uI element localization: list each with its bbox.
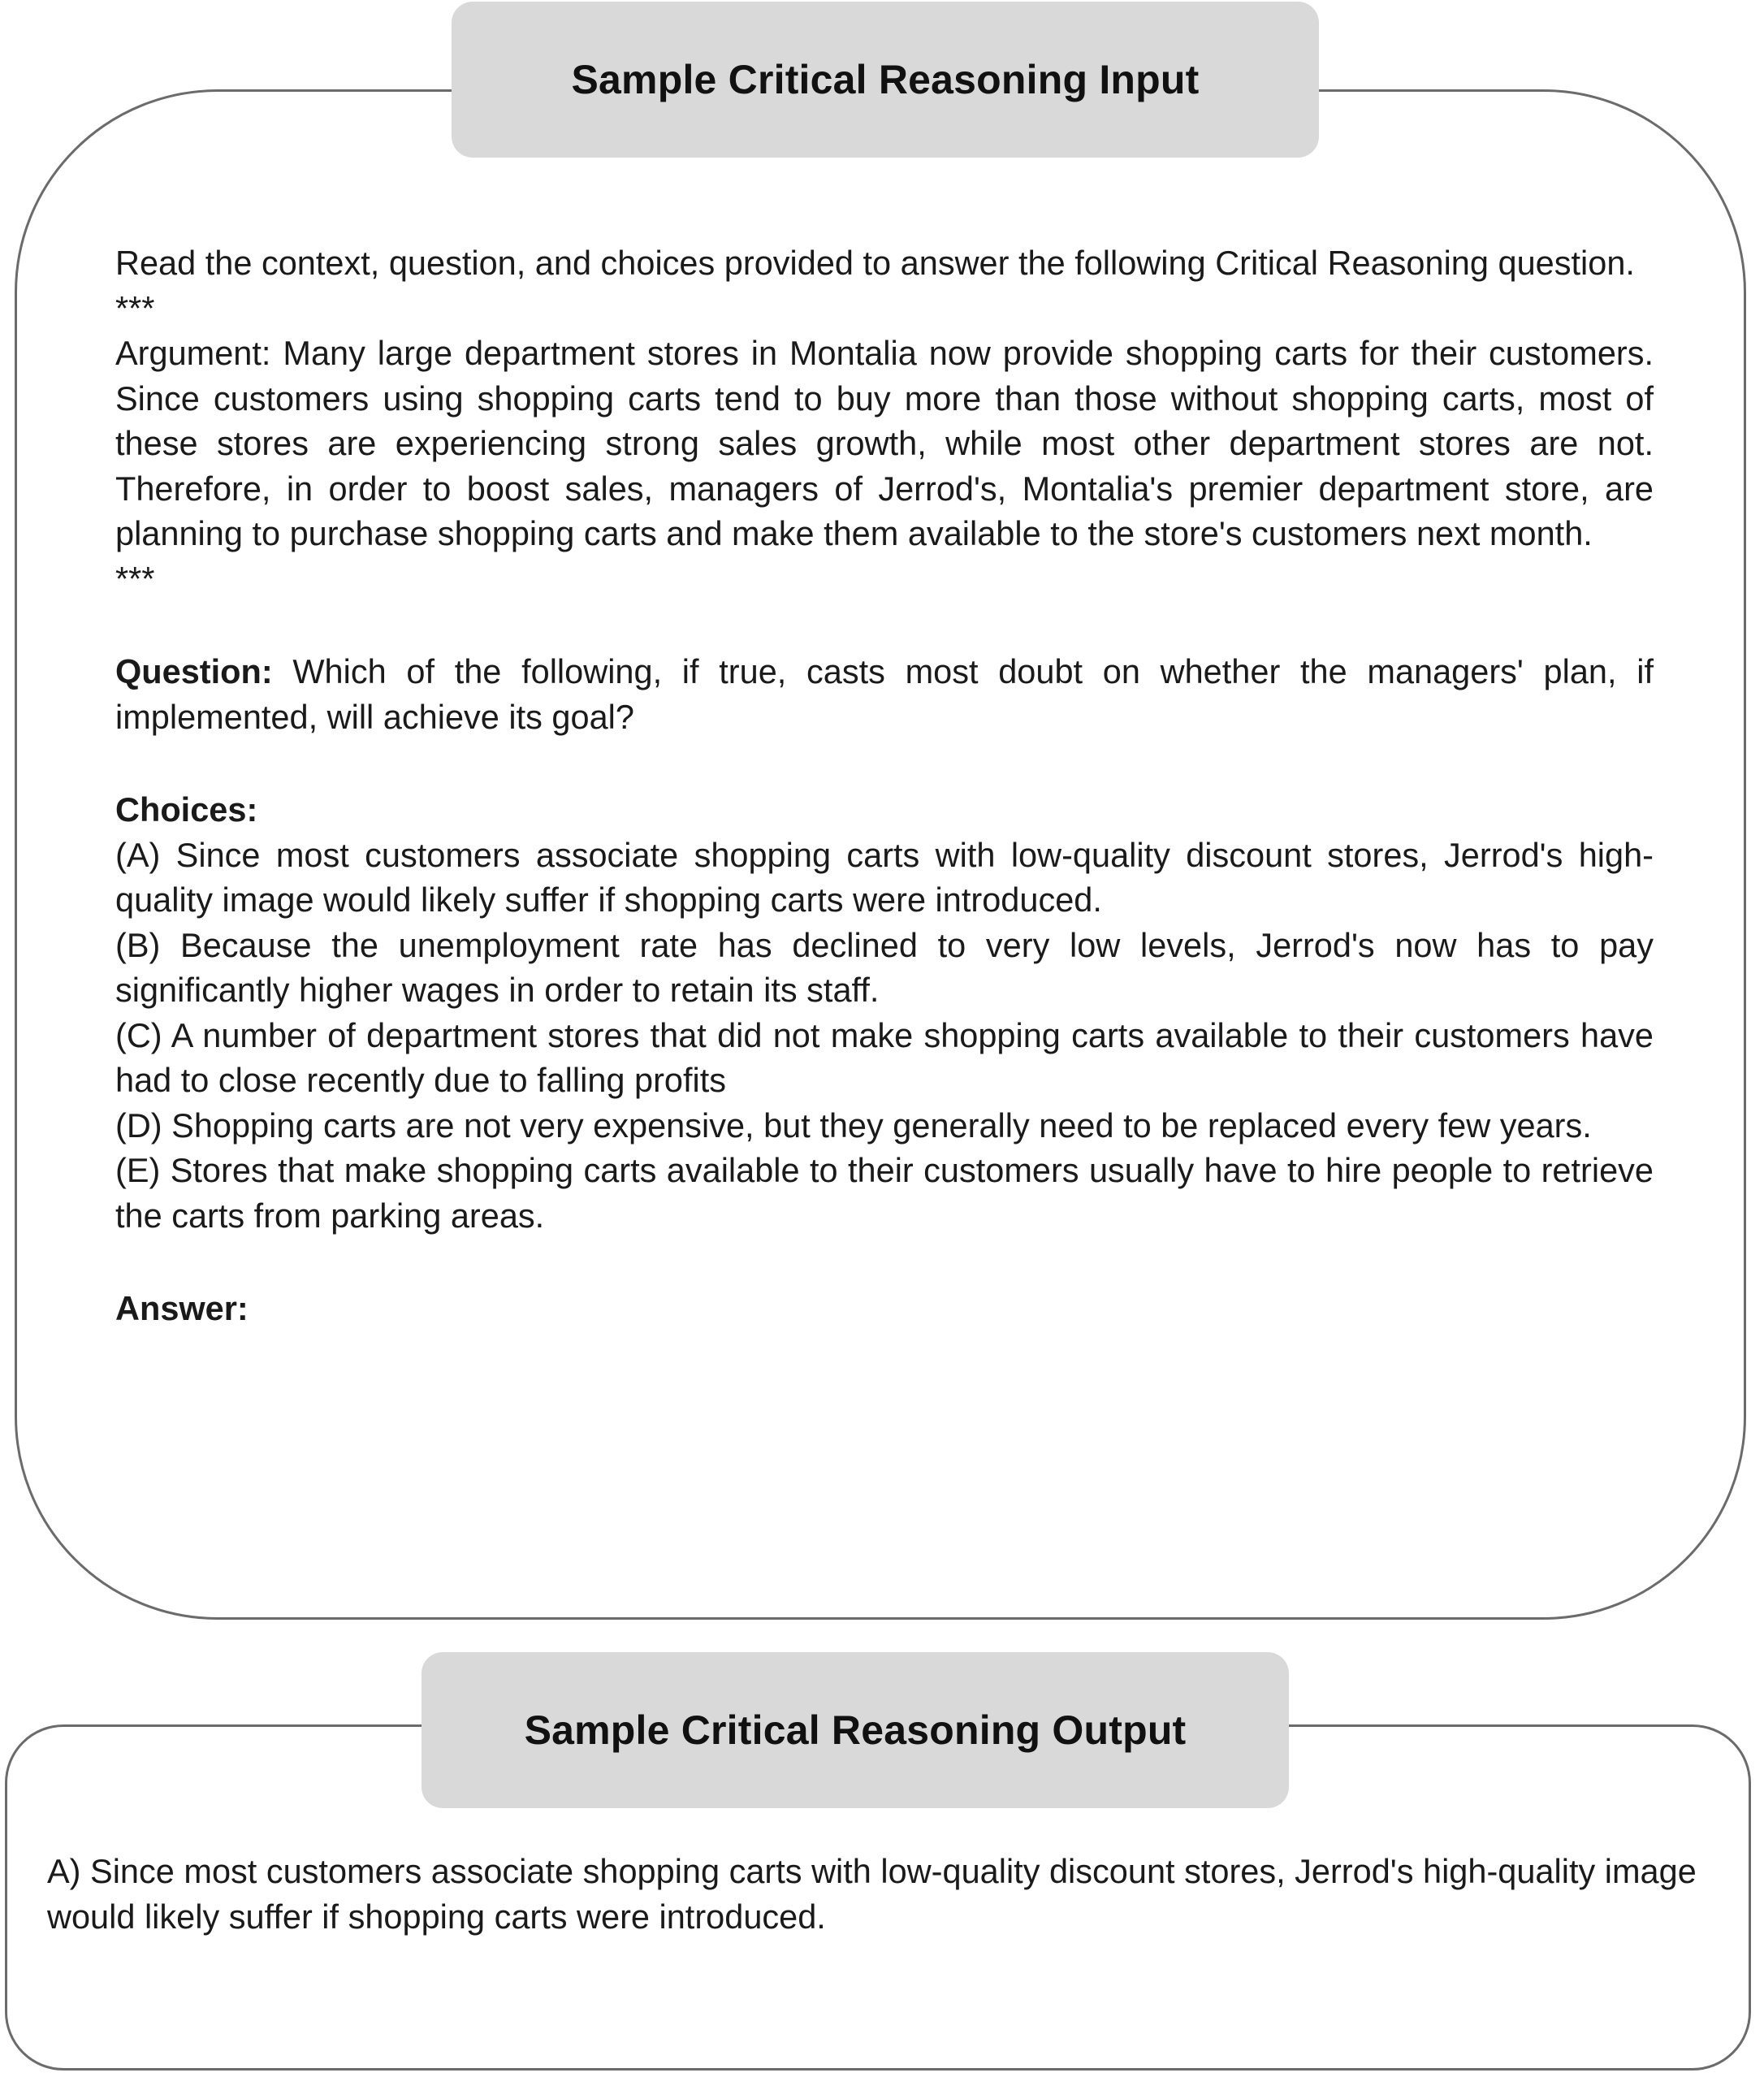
argument-text: Argument: Many large department stores in Montalia now provide shopping carts for their customers. Since customers using shopping carts tend to buy more than those without shopping carts, most of these stores are experiencing strong sales growth, while most other department stores are not. Therefore, in order to boost sales, managers of Jerrod's, Montalia's premier department store, are planning to purchase shopping carts and make them available to the store's customers next month. bbox=[115, 334, 1654, 552]
input-content bbox=[115, 240, 1654, 1331]
choice-a: (A) Since most customers associate shopping carts with low-quality discount stores, Jerrod's high-quality image would likely suffer if shopping carts were introduced. bbox=[115, 835, 1654, 919]
separator: *** bbox=[115, 288, 155, 327]
instruction-text: Read the context, question, and choices provided to answer the following Critical Reasoning question. bbox=[115, 244, 1635, 282]
output-text: A) Since most customers associate shopping carts with low-quality discount stores, Jerrod's high-quality image would likely suffer if shopping carts were introduced. bbox=[47, 1852, 1697, 1936]
choices-label: Choices: bbox=[115, 790, 258, 829]
choice-e: (E) Stores that make shopping carts available to their customers usually have to hire people to retrieve the carts from parking areas. bbox=[115, 1151, 1654, 1235]
choice-d: (D) Shopping carts are not very expensive, but they generally need to be replaced every few years. bbox=[115, 1106, 1592, 1145]
question-text: Which of the following, if true, casts most doubt on whether the managers' plan, if implemented, will achieve its goal? bbox=[115, 652, 1654, 736]
choice-b: (B) Because the unemployment rate has declined to very low levels, Jerrod's now has to pay significantly higher wages in order to retain its staff. bbox=[115, 925, 1654, 1009]
separator: *** bbox=[115, 559, 155, 598]
choice-c: (C) A number of department stores that did not make shopping carts available to their customers have had to close recently due to falling profits bbox=[115, 1015, 1654, 1099]
question-label: Question: bbox=[115, 652, 273, 690]
question-block bbox=[115, 649, 1654, 739]
output-panel-title: Sample Critical Reasoning Output bbox=[422, 1652, 1289, 1808]
input-panel-title: Sample Critical Reasoning Input bbox=[452, 2, 1319, 158]
answer-label: Answer: bbox=[115, 1289, 249, 1327]
